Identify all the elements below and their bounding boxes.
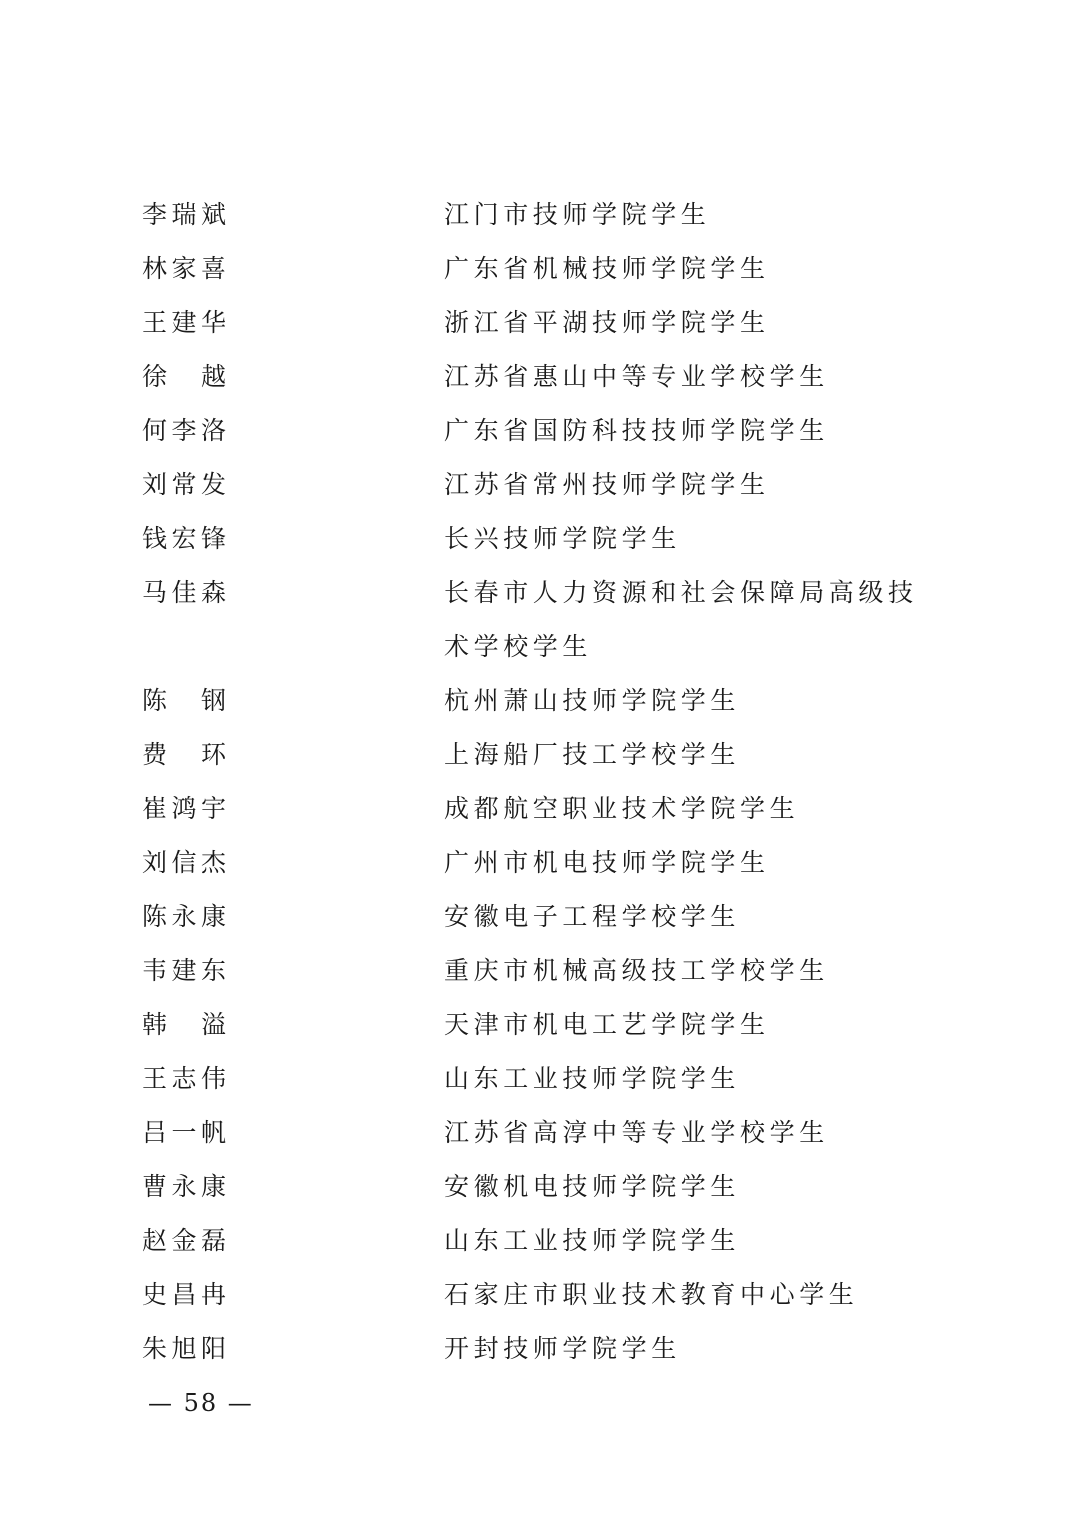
organization: 石家庄市职业技术教育中心学生 <box>444 1280 859 1309</box>
person-name: 刘常发 <box>142 470 230 499</box>
person-name: 史昌冉 <box>142 1280 230 1309</box>
person-name: 吕一帆 <box>142 1118 230 1147</box>
organization: 天津市机电工艺学院学生 <box>444 1010 770 1039</box>
person-name: 何李洛 <box>142 416 230 445</box>
person-name: 林家喜 <box>142 254 230 283</box>
organization: 杭州萧山技师学院学生 <box>444 686 741 715</box>
list-item <box>0 836 1080 890</box>
organization: 重庆市机械高级技工学校学生 <box>444 956 829 985</box>
list-item <box>0 1052 1080 1106</box>
list-item <box>0 296 1080 350</box>
organization: 江苏省惠山中等专业学校学生 <box>444 362 829 391</box>
person-name: 陈永康 <box>142 902 230 931</box>
list-item <box>0 566 1080 674</box>
organization: 浙江省平湖技师学院学生 <box>444 308 770 337</box>
list-item <box>0 674 1080 728</box>
list-item <box>0 1322 1080 1376</box>
person-name: 王建华 <box>142 308 230 337</box>
organization: 山东工业技师学院学生 <box>444 1226 741 1255</box>
person-name: 陈 钢 <box>142 686 230 715</box>
organization: 安徽电子工程学校学生 <box>444 902 741 931</box>
page-number: — 58 — <box>148 1389 254 1417</box>
person-name: 李瑞斌 <box>142 200 230 229</box>
person-name: 曹永康 <box>142 1172 230 1201</box>
list-item <box>0 782 1080 836</box>
organization: 安徽机电技师学院学生 <box>444 1172 741 1201</box>
list-item <box>0 728 1080 782</box>
person-name: 崔鸿宇 <box>142 794 230 823</box>
person-name: 韩 溢 <box>142 1010 230 1039</box>
organization: 江苏省高淳中等专业学校学生 <box>444 1118 829 1147</box>
person-name: 马佳森 <box>142 578 230 607</box>
person-name: 韦建东 <box>142 956 230 985</box>
organization: 广东省机械技师学院学生 <box>444 254 770 283</box>
list-item <box>0 944 1080 998</box>
awardee-list <box>0 188 1080 1376</box>
list-item <box>0 188 1080 242</box>
person-name: 朱旭阳 <box>142 1334 230 1363</box>
organization: 山东工业技师学院学生 <box>444 1064 741 1093</box>
person-name: 徐 越 <box>142 362 230 391</box>
organization: 江苏省常州技师学院学生 <box>444 470 770 499</box>
organization: 成都航空职业技术学院学生 <box>444 794 800 823</box>
list-item <box>0 404 1080 458</box>
person-name: 费 环 <box>142 740 230 769</box>
list-item <box>0 242 1080 296</box>
organization: 广东省国防科技技师学院学生 <box>444 416 829 445</box>
organization: 江门市技师学院学生 <box>444 200 711 229</box>
organization: 长春市人力资源和社会保障局高级技术学校学生 <box>444 578 918 661</box>
organization: 长兴技师学院学生 <box>444 524 681 553</box>
list-item <box>0 1160 1080 1214</box>
list-item <box>0 998 1080 1052</box>
organization: 开封技师学院学生 <box>444 1334 681 1363</box>
list-item <box>0 458 1080 512</box>
list-item <box>0 890 1080 944</box>
person-name: 王志伟 <box>142 1064 230 1093</box>
list-item <box>0 1214 1080 1268</box>
organization: 上海船厂技工学校学生 <box>444 740 741 769</box>
list-item <box>0 350 1080 404</box>
organization: 广州市机电技师学院学生 <box>444 848 770 877</box>
person-name: 刘信杰 <box>142 848 230 877</box>
list-item <box>0 1268 1080 1322</box>
person-name: 钱宏锋 <box>142 524 230 553</box>
list-item <box>0 512 1080 566</box>
person-name: 赵金磊 <box>142 1226 230 1255</box>
list-item <box>0 1106 1080 1160</box>
